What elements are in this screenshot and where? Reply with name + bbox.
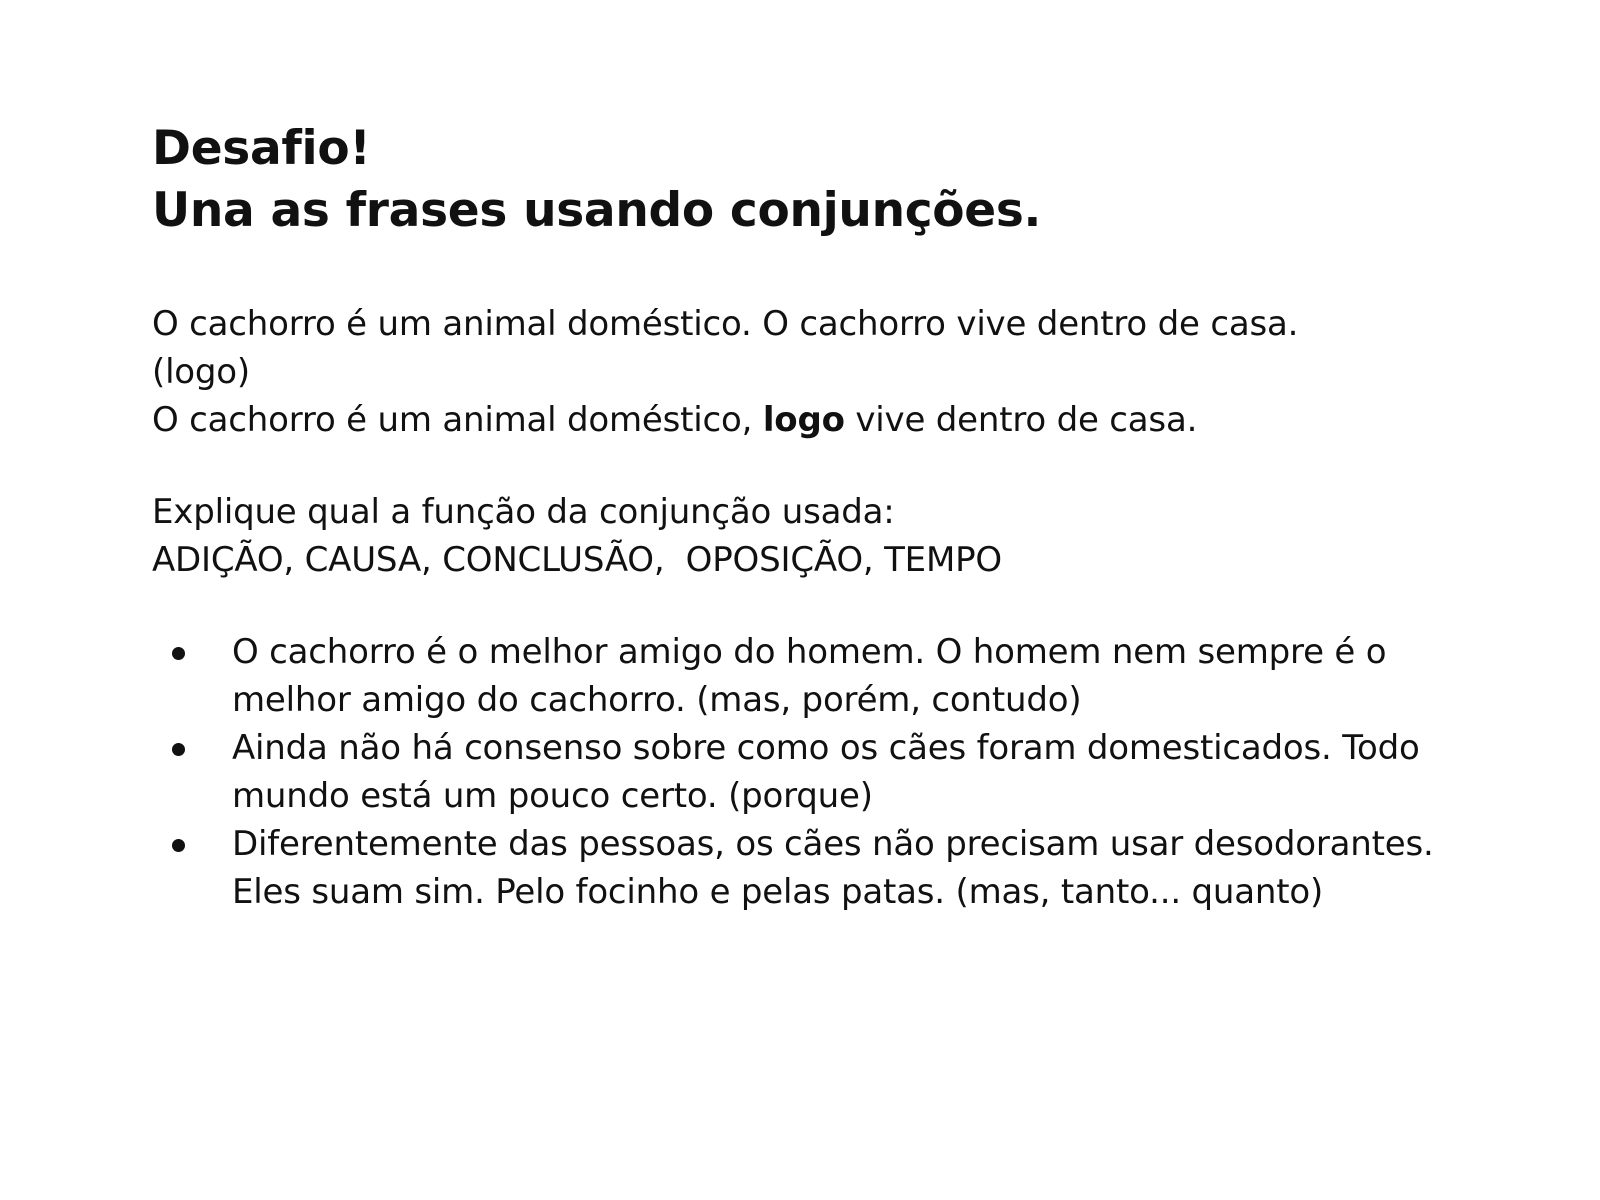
explain-options: ADIÇÃO, CAUSA, CONCLUSÃO, OPOSIÇÃO, TEMPO — [152, 540, 1002, 580]
example-sentence: O cachorro é um animal doméstico. O cachorro vive dentro de casa. — [152, 304, 1299, 344]
bullet-icon — [172, 743, 185, 756]
exercise-text: O cachorro é o melhor amigo do homem. O homem nem sempre é o melhor amigo do cachorro. (mas, porém, contudo) — [232, 632, 1387, 720]
example-answer-after: vive dentro de casa. — [844, 400, 1198, 440]
exercise-text: Diferentemente das pessoas, os cães não precisam usar desodorantes. Eles suam sim. Pelo focinho e pelas patas. (mas, tanto... quanto) — [232, 824, 1434, 912]
example-answer-before: O cachorro é um animal doméstico, — [152, 400, 763, 440]
explain-block — [152, 488, 1482, 584]
bullet-icon — [172, 647, 185, 660]
list-item — [152, 628, 1482, 724]
exercise-text: Ainda não há consenso sobre como os cães foram domesticados. Todo mundo está um pouco certo. (porque) — [232, 728, 1420, 816]
explain-prompt: Explique qual a função da conjunção usada: — [152, 492, 895, 532]
example-answer — [152, 396, 1482, 444]
title-line-challenge: Desafio! — [152, 121, 371, 176]
example-block — [152, 300, 1482, 444]
exercise-list — [152, 628, 1482, 916]
list-item — [152, 820, 1482, 916]
example-hint: (logo) — [152, 352, 250, 392]
page-title — [152, 118, 1482, 242]
list-item — [152, 724, 1482, 820]
example-answer-conjunction: logo — [762, 400, 845, 440]
slide-content — [152, 118, 1482, 916]
title-line-instruction: Una as frases usando conjunções. — [152, 183, 1042, 238]
bullet-icon — [172, 839, 185, 852]
